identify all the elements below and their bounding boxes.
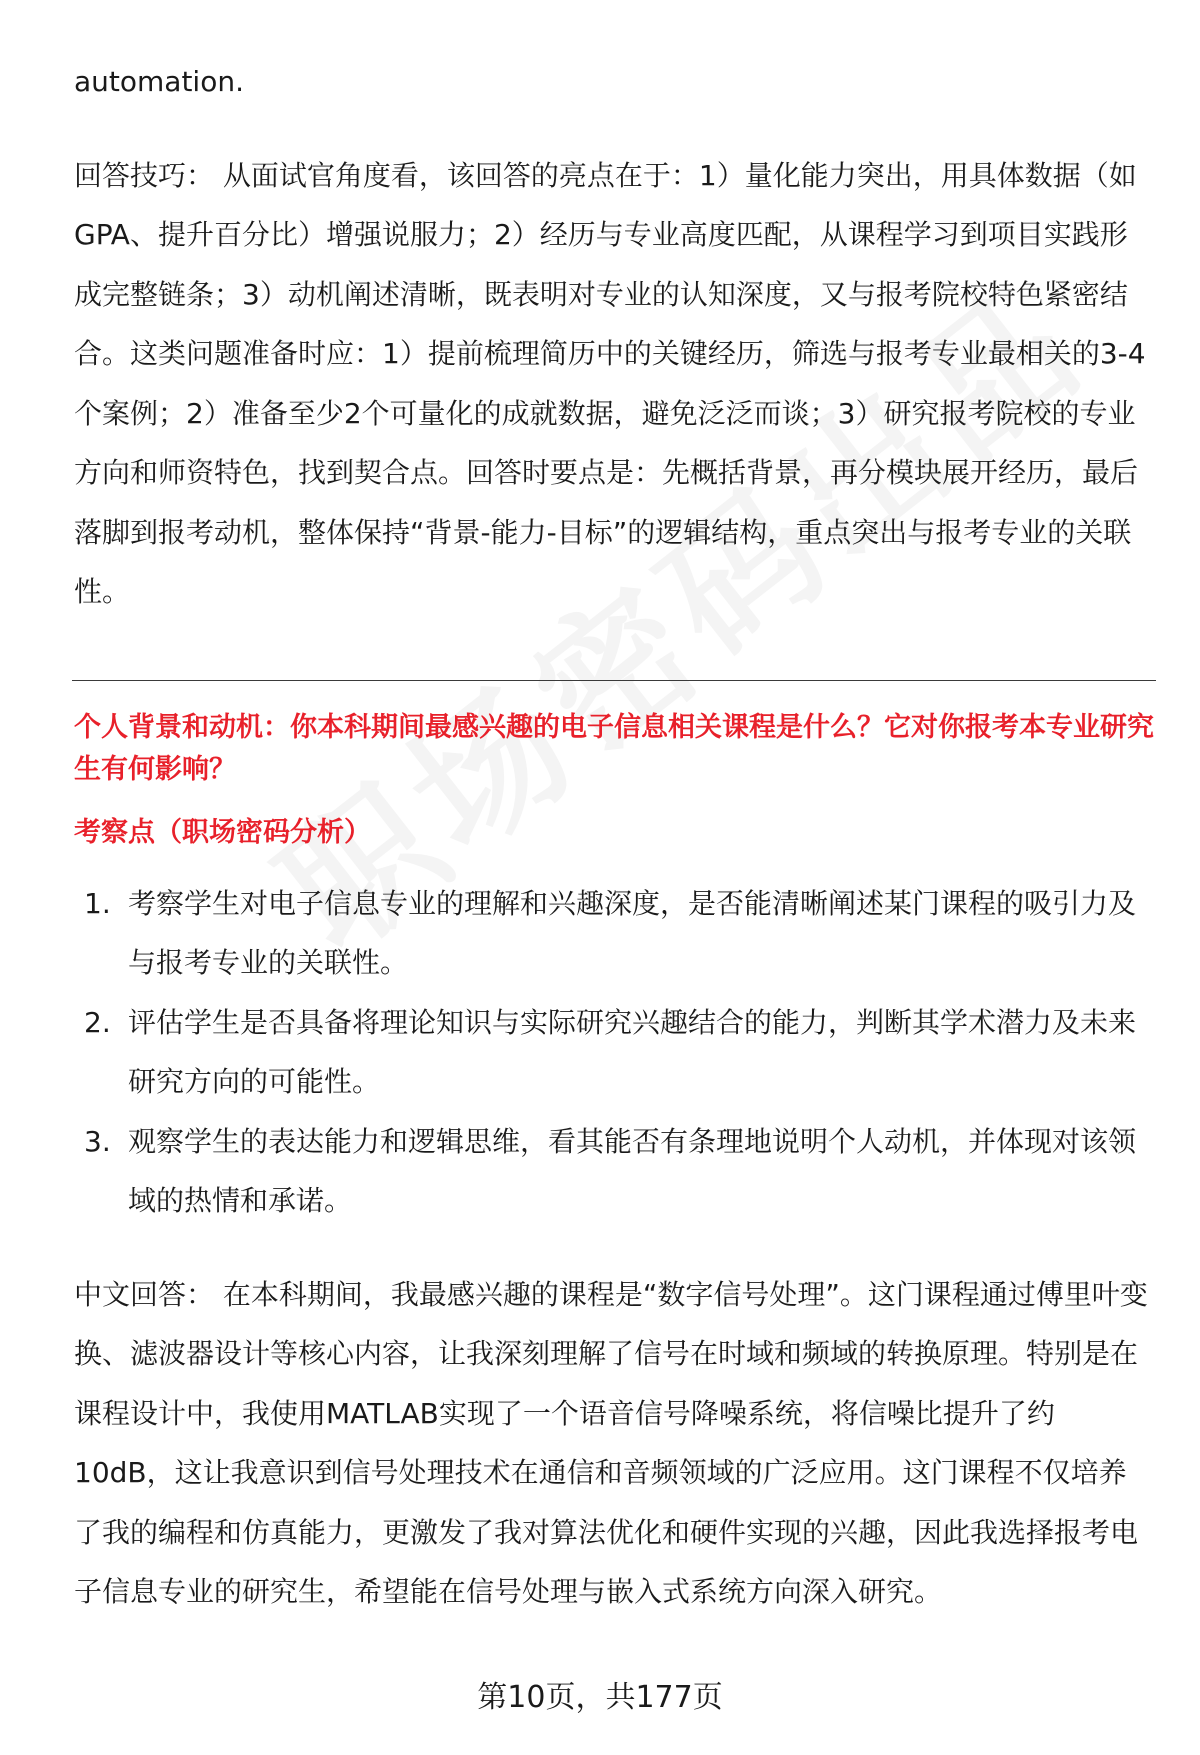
list-item-text: 观察学生的表达能力和逻辑思维，看其能否有条理地说明个人动机，并体现对该领域的热情和承诺。 (128, 1124, 1137, 1217)
chinese-answer-paragraph (74, 1265, 1154, 1622)
list-item (74, 993, 1154, 1112)
assessment-points (74, 874, 1154, 1231)
answer-tip-label: 回答技巧： (74, 158, 215, 192)
list-item-text: 考察学生对电子信息专业的理解和兴趣深度，是否能清晰阐述某门课程的吸引力及与报考专业的关联性。 (128, 886, 1137, 979)
list-item (74, 1112, 1154, 1231)
question-title: 个人背景和动机：你本科期间最感兴趣的电子信息相关课程是什么？它对你报考本专业研究生有何影响？ (74, 711, 1154, 785)
assessment-subhead: 考察点（职场密码分析） (74, 816, 371, 848)
list-item-number: 2. (84, 1005, 111, 1039)
list-item-number: 1. (84, 886, 111, 920)
answer-label: 中文回答： (74, 1277, 215, 1311)
list-item-number: 3. (84, 1124, 111, 1158)
answer-text: 在本科期间，我最感兴趣的课程是“数字信号处理”。这门课程通过傅里叶变换、滤波器设计等核心内容，让我深刻理解了信号在时域和频域的转换原理。特别是在课程设计中，我使用MATLAB实现了一个语音信号降噪系统，将信噪比提升了约10dB，这让我意识到信号处理技术在通信和音频领域的广泛应用。这门课程不仅培养了我的编程和仿真能力，更激发了我对算法优化和硬件实现的兴趣，因此我选择报考电子信息专业的研究生，希望能在信号处理与嵌入式系统方向深入研究。 (74, 1277, 1148, 1608)
intro-tail-text: automation. (74, 65, 244, 98)
answer-tip-text: 从面试官角度看，该回答的亮点在于：1）量化能力突出，用具体数据（如GPA、提升百分比）增强说服力；2）经历与专业高度匹配，从课程学习到项目实践形成完整链条；3）动机阐述清晰，既表明对专业的认知深度，又与报考院校特色紧密结合。这类问题准备时应：1）提前梳理简历中的关键经历，筛选与报考专业最相关的3-4个案例；2）准备至少2个可量化的成就数据，避免泛泛而谈；3）研究报考院校的专业方向和师资特色，找到契合点。回答时要点是：先概括背景，再分模块展开经历，最后落脚到报考动机，整体保持“背景-能力-目标”的逻辑结构，重点突出与报考专业的关联性。 (74, 158, 1146, 608)
page-content (74, 52, 1154, 1622)
list-item (74, 874, 1154, 993)
answer-tip-paragraph (74, 146, 1154, 622)
list-item-text: 评估学生是否具备将理论知识与实际研究兴趣结合的能力，判断其学术潜力及未来研究方向的可能性。 (128, 1005, 1137, 1098)
section-divider (72, 680, 1156, 681)
page-number-footer: 第10页，共177页 (477, 1680, 723, 1715)
